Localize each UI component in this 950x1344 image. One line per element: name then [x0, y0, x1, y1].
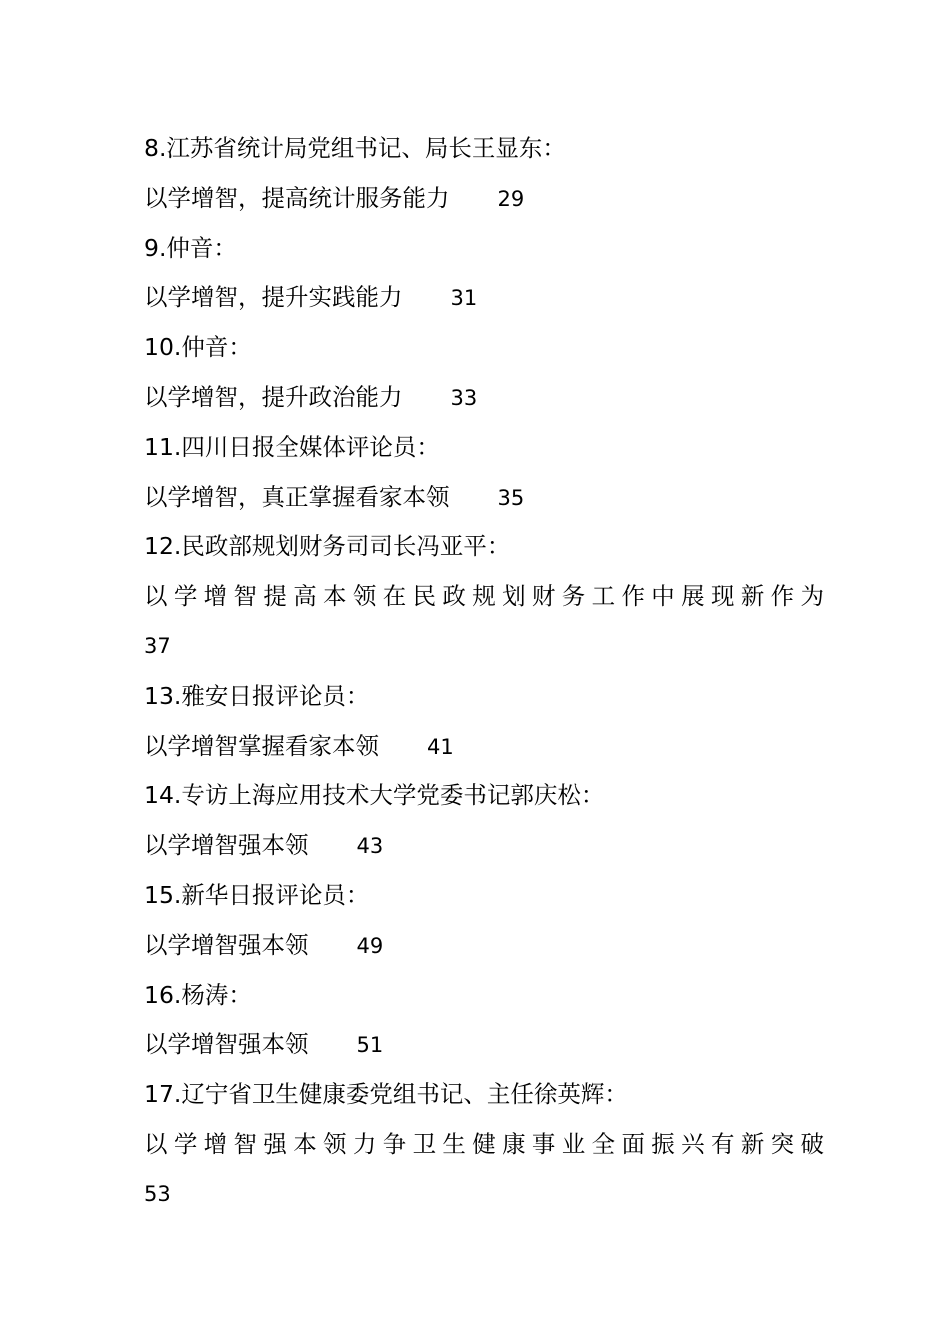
toc-heading-17: 17.辽宁省卫生健康委党组书记、主任徐英辉：: [144, 1080, 628, 1109]
toc-page-number: 37: [144, 633, 171, 658]
toc-heading-8: 8.江苏省统计局党组书记、局长王显东：: [144, 134, 566, 162]
toc-title-text: 以学增智，提升政治能力: [144, 382, 403, 411]
toc-heading-11: 11.四川日报全媒体评论员：: [144, 432, 440, 461]
toc-page-number: 41: [427, 734, 454, 759]
toc-title-15: [144, 921, 824, 971]
toc-page-number: 31: [450, 286, 478, 311]
toc-title-9: [144, 273, 824, 323]
toc-page-number: 53: [144, 1181, 171, 1206]
table-of-contents: [144, 124, 824, 1220]
toc-heading-10: 10.仲音：: [144, 333, 252, 362]
toc-heading-16: 16.杨涛：: [144, 980, 252, 1009]
toc-title-12: 以学增智提高本领在民政规划财务工作中展现新作为: [144, 582, 824, 611]
toc-page-number: 51: [356, 1033, 384, 1058]
toc-title-10: [144, 373, 824, 423]
toc-heading-13: 13.雅安日报评论员：: [144, 681, 370, 710]
toc-page-number: 49: [356, 933, 384, 958]
toc-title-text: 以学增智强本领: [144, 1030, 309, 1059]
toc-page-number: 43: [356, 834, 384, 859]
toc-page-number: 35: [497, 485, 525, 510]
toc-heading-9: 9.仲音：: [144, 233, 237, 262]
toc-title-text: 以学增智，提高统计服务能力: [144, 183, 450, 212]
toc-title-14: [144, 821, 824, 871]
toc-title-8: [144, 174, 824, 224]
toc-heading-15: 15.新华日报评论员：: [144, 880, 370, 909]
toc-page-number: 33: [450, 385, 478, 410]
toc-title-11: [144, 473, 824, 523]
toc-title-13: [144, 722, 824, 772]
toc-heading-14: 14.专访上海应用技术大学党委书记郭庆松：: [144, 781, 605, 810]
toc-title-text: 以学增智强本领: [144, 831, 309, 860]
toc-title-16: [144, 1020, 824, 1070]
toc-title-17: 以学增智强本领力争卫生健康事业全面振兴有新突破: [144, 1129, 824, 1158]
toc-page-number: 29: [497, 186, 525, 211]
toc-title-text: 以学增智掌握看家本领: [144, 731, 379, 760]
toc-title-text: 以学增智，提升实践能力: [144, 283, 403, 312]
toc-title-text: 以学增智，真正掌握看家本领: [144, 482, 450, 511]
toc-title-text: 以学增智强本领: [144, 930, 309, 959]
toc-heading-12: 12.民政部规划财务司司长冯亚平：: [144, 532, 511, 561]
